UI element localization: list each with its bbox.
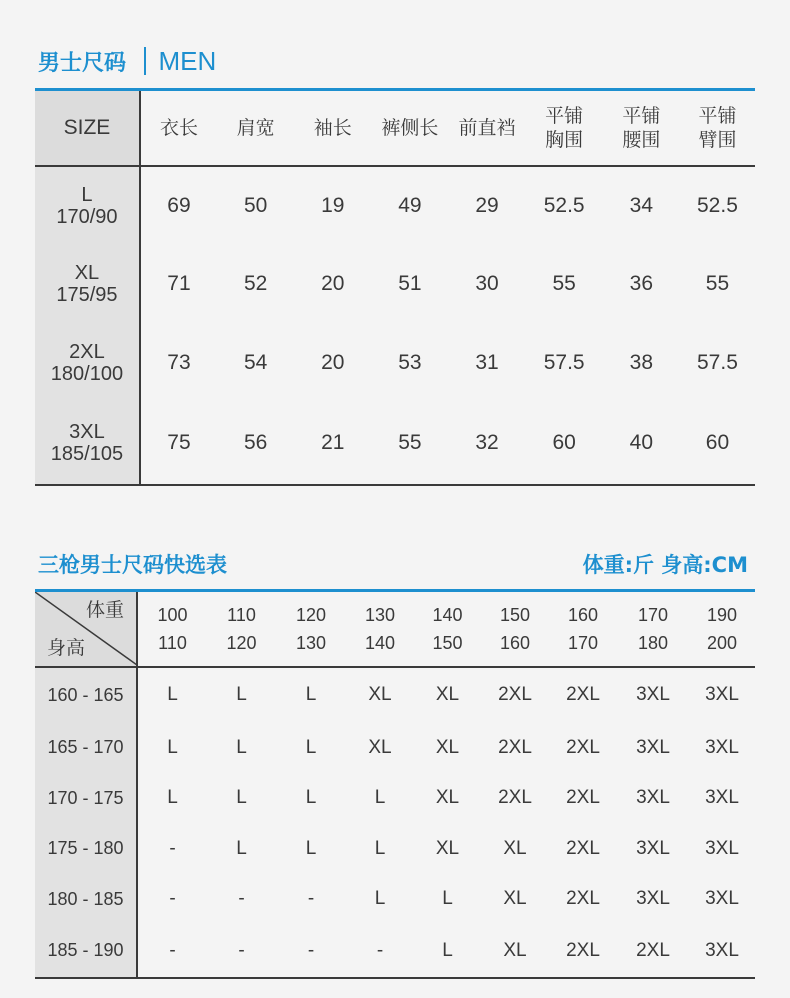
size-chart-title-en: MEN [158, 45, 217, 76]
weight-from: 110 [227, 604, 256, 625]
quick-select-table [35, 589, 755, 979]
quick-select-header-row [35, 591, 755, 667]
unit-note: 体重:斤 身高:CM [582, 553, 748, 577]
measurement-value: 20 [321, 351, 345, 374]
recommended-size: L [442, 888, 453, 910]
measurement-header [680, 90, 755, 166]
recommended-size: 2XL [549, 925, 617, 978]
recommended-size: 3XL [689, 925, 755, 978]
recommended-size: 2XL [566, 736, 600, 758]
measurement-header-line1: 平铺 [545, 104, 584, 127]
measurement-header-line1: 裤侧长 [381, 116, 439, 139]
height-axis-label: 身高 [47, 636, 86, 659]
weight-range-header [414, 591, 481, 667]
recommended-size: L [414, 925, 481, 978]
measurement-value: 36 [629, 272, 653, 295]
recommended-size: XL [368, 684, 392, 705]
size-code: 3XL [69, 421, 105, 443]
measurement-value: 57.5 [543, 351, 585, 374]
weight-range-header [549, 591, 617, 667]
size-spec: 185/105 [50, 443, 124, 465]
measurement-value: 55 [552, 272, 576, 295]
recommended-size: L [374, 837, 386, 859]
recommended-size: 3XL [636, 684, 670, 705]
recommended-size: 2XL [617, 925, 689, 978]
measurement-value: 54 [243, 351, 268, 374]
measurement-value: 21 [294, 403, 371, 485]
height-row [35, 667, 755, 723]
recommended-size: L [374, 787, 386, 809]
measurement-value: 52.5 [697, 193, 738, 217]
recommended-size: XL [435, 787, 460, 809]
height-range-cell: 180 - 185 [35, 874, 137, 925]
height-range-cell: 160 - 165 [35, 667, 137, 723]
recommended-size: - [137, 925, 207, 978]
weight-from: 100 [157, 604, 188, 625]
measurement-value: 55 [371, 403, 448, 485]
weight-to: 140 [364, 632, 396, 653]
measurement-value: 50 [243, 193, 268, 217]
size-row [35, 245, 755, 324]
weight-to: 120 [226, 632, 257, 653]
height-row [35, 773, 755, 824]
weight-range-header [276, 591, 346, 667]
recommended-size: 3XL [705, 837, 739, 859]
title-divider [144, 47, 146, 75]
size-chart-header-row [35, 90, 755, 166]
weight-from: 130 [364, 604, 396, 625]
measurement-value: 55 [705, 272, 730, 295]
recommended-size: L [236, 736, 247, 758]
recommended-size: XL [435, 736, 460, 758]
size-chart-table [35, 88, 755, 486]
recommended-size: XL [368, 736, 392, 758]
measurement-header-line2: 胸围 [545, 128, 584, 151]
recommended-size: 3XL [636, 837, 670, 859]
measurement-value: 38 [629, 351, 653, 374]
recommended-size: 3XL [636, 787, 670, 809]
recommended-size: XL [503, 888, 527, 910]
weight-to: 150 [432, 632, 463, 653]
recommended-size: 3XL [705, 736, 739, 758]
measurement-header-line1: 平铺 [622, 104, 661, 127]
size-row [35, 324, 755, 403]
measurement-header-line1: 袖长 [313, 116, 352, 139]
recommended-size: L [167, 736, 178, 758]
weight-from: 160 [567, 604, 599, 625]
measurement-value: 71 [167, 272, 191, 295]
measurement-value: 57.5 [697, 351, 738, 374]
measurement-header-line1: 肩宽 [236, 116, 275, 139]
size-chart-body [35, 166, 755, 485]
weight-range-header [346, 591, 414, 667]
recommended-size: L [236, 837, 247, 859]
measurement-header [448, 90, 525, 166]
height-range-cell: 165 - 170 [35, 723, 137, 774]
size-spec: 180/100 [50, 363, 124, 385]
recommended-size: - [307, 888, 315, 910]
recommended-size: L [236, 684, 247, 705]
size-label-cell [35, 324, 140, 403]
measurement-header [603, 90, 680, 166]
height-row [35, 824, 755, 875]
recommended-size: - [169, 837, 176, 859]
measurement-value: 32 [448, 403, 525, 485]
recommended-size: - [276, 925, 346, 978]
weight-to: 160 [499, 632, 531, 653]
quick-select-body [35, 667, 755, 978]
recommended-size: L [167, 684, 178, 705]
recommended-size: L [374, 888, 386, 910]
height-row [35, 874, 755, 925]
size-spec: 170/90 [56, 205, 118, 228]
weight-to: 130 [295, 632, 327, 653]
measurement-value: 52.5 [543, 193, 585, 217]
height-range-cell: 170 - 175 [35, 773, 137, 824]
size-code: XL [74, 262, 100, 284]
recommended-size: L [305, 837, 317, 859]
weight-range-header [481, 591, 549, 667]
size-label-cell [35, 245, 140, 324]
weight-range-header [689, 591, 755, 667]
recommended-size: L [236, 787, 247, 809]
recommended-size: 3XL [705, 888, 739, 910]
weight-to: 180 [637, 632, 669, 653]
measurement-value: 40 [603, 403, 680, 485]
weight-from: 120 [295, 604, 327, 625]
size-row [35, 166, 755, 245]
height-row [35, 925, 755, 978]
measurement-header-line2: 腰围 [622, 128, 661, 151]
measurement-value: 19 [321, 193, 345, 217]
weight-to: 170 [567, 632, 599, 653]
measurement-header [526, 90, 603, 166]
measurement-header [217, 90, 294, 166]
measurement-header-line1: 前直裆 [458, 116, 516, 139]
measurement-header-line1: 平铺 [698, 104, 737, 127]
recommended-size: L [305, 787, 317, 809]
measurement-value: 49 [398, 193, 422, 217]
weight-axis-label: 体重 [85, 599, 124, 621]
weight-range-header [137, 591, 207, 667]
weight-from: 170 [637, 604, 669, 625]
weight-to: 110 [158, 632, 187, 653]
weight-range-header [617, 591, 689, 667]
measurement-value: 30 [475, 272, 499, 295]
measurement-header-line2: 臂围 [698, 128, 737, 151]
measurement-value: 34 [629, 193, 653, 217]
measurement-value: 73 [167, 351, 191, 374]
measurement-value: 20 [321, 272, 345, 295]
measurement-header [294, 90, 371, 166]
size-spec: 175/95 [56, 284, 118, 306]
size-column-header: SIZE [35, 90, 140, 166]
measurement-header [140, 90, 217, 166]
recommended-size: - [169, 888, 176, 910]
recommended-size: XL [481, 925, 549, 978]
measurement-value: 52 [243, 272, 268, 295]
recommended-size: 3XL [705, 684, 739, 705]
recommended-size: XL [435, 684, 460, 705]
recommended-size: - [238, 888, 245, 910]
quick-select-title: 三枪男士尺码快选表 [38, 553, 227, 577]
corner-header [35, 591, 137, 667]
size-row [35, 403, 755, 485]
height-range-cell: 185 - 190 [35, 925, 137, 978]
measurement-value: 29 [475, 193, 499, 217]
recommended-size: 3XL [636, 736, 670, 758]
recommended-size: 2XL [566, 888, 600, 910]
measurement-header-line1: 衣长 [159, 116, 198, 139]
recommended-size: 2XL [566, 837, 600, 859]
recommended-size: 2XL [498, 736, 532, 758]
size-code: 2XL [69, 341, 105, 363]
weight-to: 200 [706, 632, 738, 653]
measurement-value: 60 [526, 403, 603, 485]
recommended-size: - [207, 925, 276, 978]
recommended-size: 2XL [566, 787, 600, 809]
recommended-size: 2XL [498, 787, 532, 809]
recommended-size: L [167, 787, 178, 809]
recommended-size: - [346, 925, 414, 978]
recommended-size: XL [503, 837, 527, 859]
measurement-value: 53 [398, 351, 422, 374]
measurement-header [371, 90, 448, 166]
measurement-value: 31 [475, 351, 499, 374]
measurement-value: 60 [680, 403, 755, 485]
recommended-size: L [305, 736, 317, 758]
measurement-value: 51 [398, 272, 422, 295]
recommended-size: 2XL [566, 684, 600, 705]
weight-from: 150 [499, 604, 531, 625]
weight-range-header [207, 591, 276, 667]
weight-from: 190 [706, 604, 738, 625]
recommended-size: 3XL [705, 787, 739, 809]
recommended-size: L [305, 684, 317, 705]
size-chart-title-cn: 男士尺码 [38, 50, 127, 76]
recommended-size: 2XL [498, 684, 532, 705]
height-row [35, 723, 755, 774]
recommended-size: XL [435, 837, 460, 859]
size-label-cell [35, 166, 140, 245]
size-code: L [81, 183, 93, 206]
measurement-value: 56 [217, 403, 294, 485]
measurement-value: 75 [140, 403, 217, 485]
size-label-cell [35, 403, 140, 485]
recommended-size: 3XL [636, 888, 670, 910]
measurement-value: 69 [167, 193, 191, 217]
height-range-cell: 175 - 180 [35, 824, 137, 875]
size-chart-title [38, 44, 216, 78]
weight-from: 140 [432, 604, 463, 625]
